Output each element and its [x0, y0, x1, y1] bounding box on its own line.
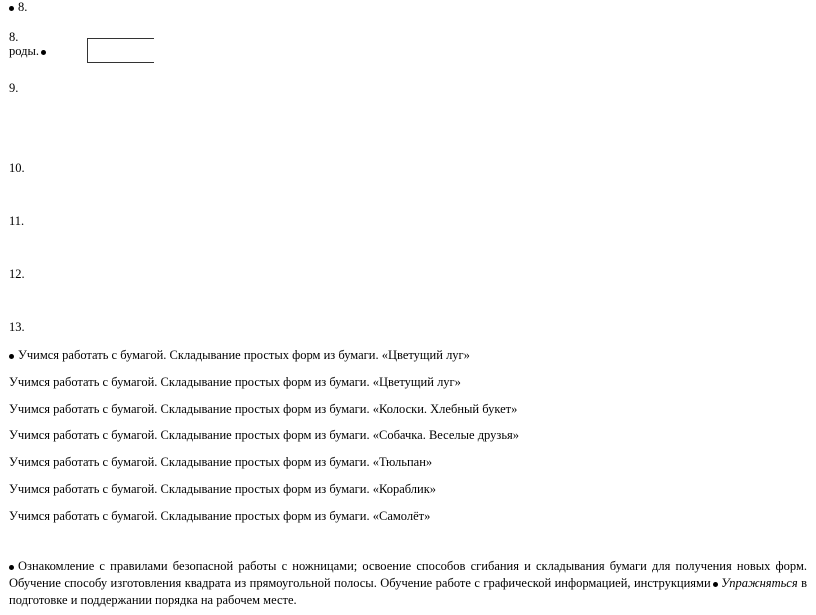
lesson-item: Учимся работать с бумагой. Складывание простых форм из бумаги. «Цветущий луг»: [9, 375, 461, 389]
lesson-item: Учимся работать с бумагой. Складывание простых форм из бумаги. «Собачка. Веселые друзья»: [9, 428, 520, 442]
item-8-bulleted-label: 8.: [18, 0, 28, 14]
lesson-item: Учимся работать с бумагой. Складывание простых форм из бумаги. «Самолёт»: [9, 509, 431, 523]
rody-line: [9, 44, 46, 59]
lesson-item: Учимся работать с бумагой. Складывание простых форм из бумаги. «Тюльпан»: [9, 455, 433, 469]
item-12: 12.: [9, 267, 25, 281]
lesson-item: Учимся работать с бумагой. Складывание простых форм из бумаги. «Колоски. Хлебный букет»: [9, 402, 518, 416]
item-8-bulleted: [9, 0, 27, 15]
empty-cell-box: [87, 38, 154, 63]
bullet-icon: [9, 565, 14, 570]
lesson-item-bulleted: [9, 348, 470, 363]
description-text: Ознакомление с правилами безопасной работы с ножницами; освоение способов сгибания и складывания бумаги для получения новых форм. Обучение способу изготовления квадрата из прямоугольной полосы. Обучение работе с графической информацией, инструкциями: [9, 559, 807, 590]
item-11: 11.: [9, 214, 25, 228]
rody-label: роды.: [9, 44, 40, 58]
bullet-icon: [713, 582, 718, 587]
item-8: 8.: [9, 30, 19, 44]
bullet-icon: [9, 354, 14, 359]
description-paragraph: [9, 558, 807, 609]
item-13: 13.: [9, 320, 25, 334]
description-tail: в подготовке и поддержании порядка на рабочем месте.: [9, 576, 808, 607]
description-emphasis: Упражняться: [721, 576, 798, 590]
lesson-item: Учимся работать с бумагой. Складывание простых форм из бумаги. «Кораблик»: [9, 482, 437, 496]
lesson-label: Учимся работать с бумагой. Складывание простых форм из бумаги. «Цветущий луг»: [18, 348, 470, 362]
item-10: 10.: [9, 161, 25, 175]
bullet-icon: [9, 6, 14, 11]
item-9: 9.: [9, 81, 19, 95]
bullet-icon: [41, 50, 46, 55]
